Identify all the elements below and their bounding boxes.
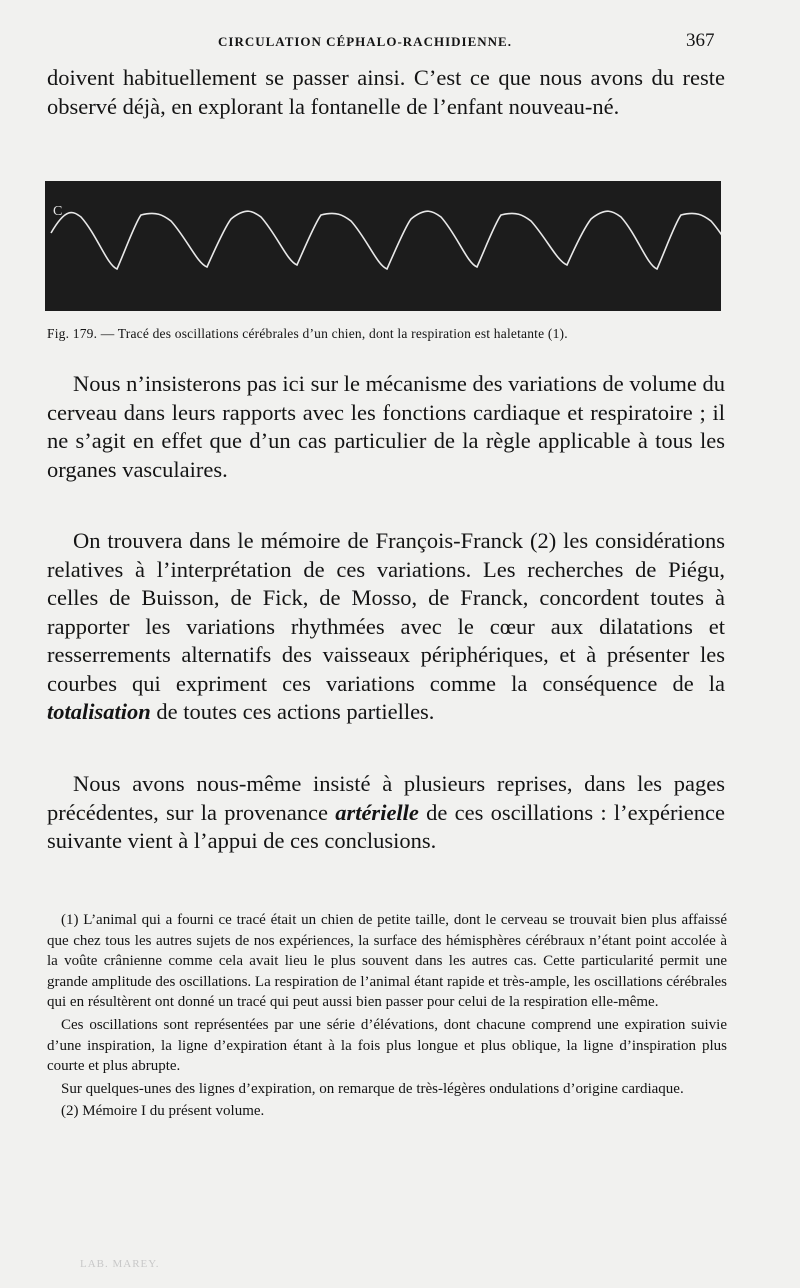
paragraph-mecanisme — [47, 370, 725, 484]
figure-caption: Fig. 179. — Tracé des oscillations cérébrales d’un chien, dont la respiration est haletante (1). — [47, 326, 568, 341]
text-run: On trouvera dans le mémoire de François-Franck (2) les considérations relatives à l’interprétation de ces variations. Les recherches de Piégu, celles de Buisson, de Fick, de Mosso, de Franck, concordent toutes à rapporter les variations rhythmées avec le cœur aux dilatations et resserrements alternatifs des vaisseaux périphériques, et à présenter les courbes qui expriment ces variations comme la conséquence de la — [47, 528, 725, 696]
text-run: Nous avons nous-même insisté à plusieurs reprises, dans les pages précédentes, sur la provenance — [47, 771, 725, 825]
emphasis-totalisation: totalisation — [47, 699, 151, 724]
paragraph-provenance — [47, 770, 725, 856]
paragraph-text: Nous n’insisterons pas ici sur le mécanisme des variations de volume du cerveau dans leurs rapports avec les fonctions cardiaque et respiratoire ; il ne s’agit en effet que d’un cas particulier de la règle applicable à tous les organes vasculaires. — [47, 371, 725, 482]
footnote-2: (2) Mémoire I du présent volume. — [61, 1103, 265, 1120]
footnote-1-ondulations: Sur quelques-unes des lignes d’expiration, on remarque de très-légères ondulations d’origine cardiaque. — [61, 1080, 684, 1097]
page-header — [0, 30, 800, 54]
emphasis-arterielle: artérielle — [335, 799, 419, 825]
text-run: de toutes ces actions partielles. — [150, 699, 435, 724]
oscillation-trace — [45, 181, 721, 311]
oscillation-trace-figure — [45, 181, 721, 311]
running-head: CIRCULATION CÉPHALO-RACHIDIENNE. — [218, 34, 512, 49]
page-number: 367 — [686, 30, 715, 51]
paragraph-text — [47, 527, 725, 727]
paragraph-text — [47, 770, 725, 856]
footnotes — [47, 910, 727, 1122]
trace-line — [51, 211, 721, 269]
bottom-stamp: LAB. MAREY. — [80, 1258, 160, 1270]
footnote-1: (1) L’animal qui a fourni ce tracé était un chien de petite taille, dont le cerveau se trouvait bien plus affaissé que chez tous les autres sujets de nos expériences, la surface des hémisphères cérébraux n’étant point accolée à la voûte crânienne comme cela avait lieu le plus souvent dans les autres cas. Cette particularité permit une grande amplitude des oscillations. La respiration de l’animal étant rapide et très-ample, les oscillations cérébrales qui en résultèrent ont donné un tracé qui peut aussi bien passer pour celui de la respiration elle-même. — [47, 912, 727, 1011]
text-run: de ces oscillations : l’expérience suivante vient à l’appui de ces conclusions. — [47, 799, 725, 853]
paragraph-francois-franck — [47, 527, 725, 727]
footnote-1-continued: Ces oscillations sont représentées par une série d’élévations, dont chacune comprend une expiration suivie d’une inspiration, la ligne d’expiration étant à la fois plus longue et plus oblique, la ligne d’inspiration plus courte et plus abrupte. — [47, 1016, 727, 1075]
trace-label: C — [53, 204, 63, 219]
paragraph-text: doivent habituellement se passer ainsi. C’est ce que nous avons du reste observé déjà, en explorant la fontanelle de l’enfant nouveau-né. — [47, 65, 725, 119]
paragraph-continuation — [47, 64, 725, 121]
